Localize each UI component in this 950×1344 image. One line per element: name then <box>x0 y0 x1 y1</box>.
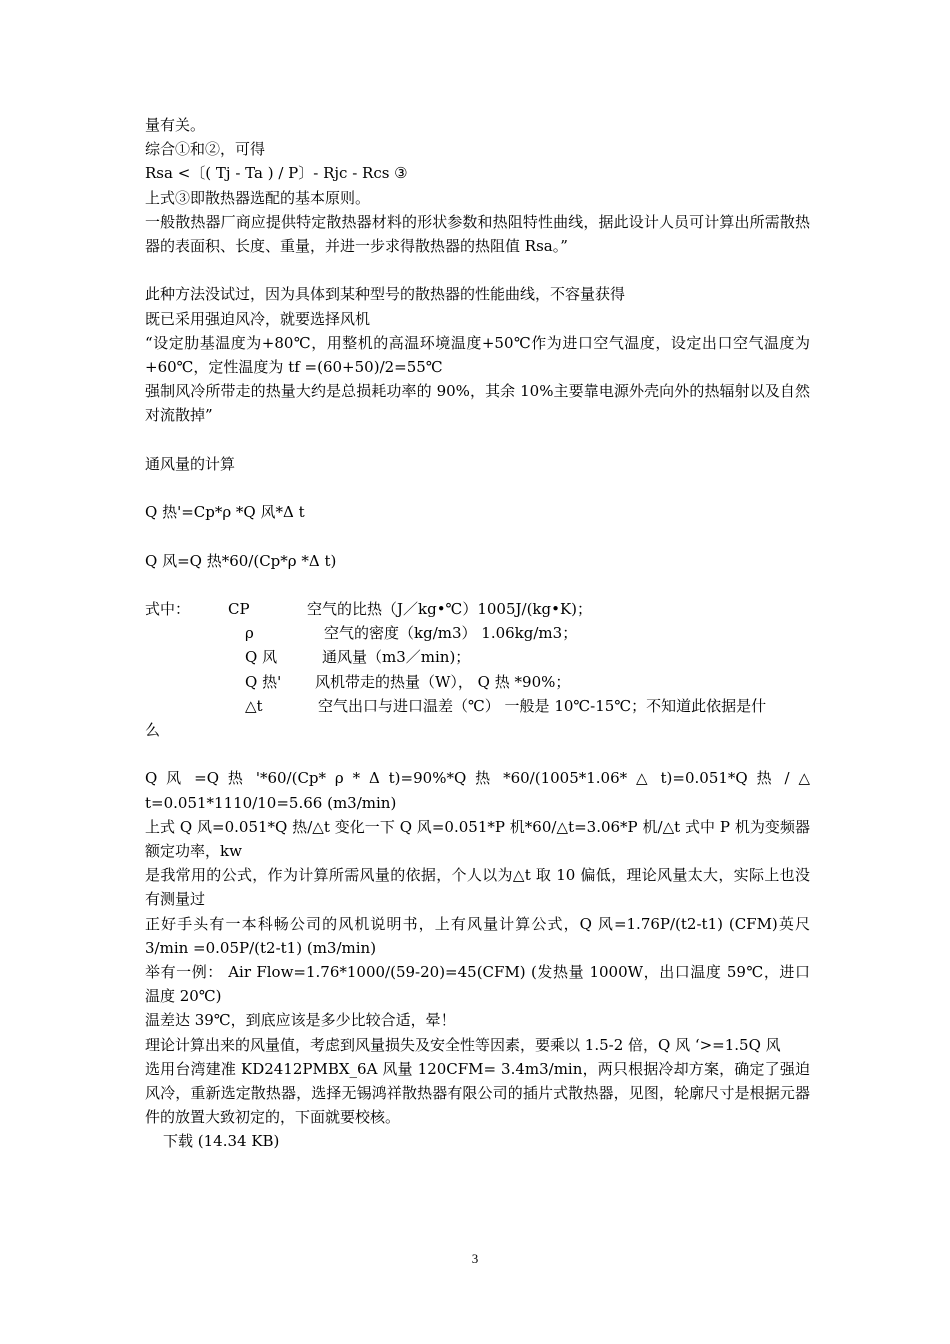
download-link[interactable]: 下载 (14.34 KB) <box>163 1132 280 1151</box>
definition-symbol: Q 热' <box>245 672 282 691</box>
spacer <box>145 476 810 500</box>
definition-symbol: Q 风 <box>245 648 278 667</box>
formula-q-heat: Q 热'=Cp*ρ *Q 风*Δ t <box>145 503 305 522</box>
formula-calculation: Q 风 =Q 热 '*60/(Cp* ρ * Δ t)=90%*Q 热 *60/(1005*1.06* △ t)=0.051*Q 热 / △ t=0.051*1110/10=5.66 (m3/min) <box>145 769 810 812</box>
definition-desc: 空气的密度（kg/m3） 1.06kg/m3； <box>324 624 578 643</box>
paragraph: 理论计算出来的风量值，考虑到风量损失及安全性等因素，要乘以 1.5-2 倍，Q 风 ‘>=1.5Q 风 <box>145 1035 781 1054</box>
definition-row <box>145 694 810 718</box>
spacer <box>145 742 810 766</box>
paragraph: 温差达 39℃，到底应该是多少比较合适，晕！ <box>145 1011 456 1030</box>
paragraph: 正好手头有一本科畅公司的风机说明书，上有风量计算公式，Q 风=1.76P/(t2-t1) (CFM)英尺 3/min =0.05P/(t2-t1) (m3/min) <box>145 914 810 957</box>
text-line: 上式③即散热器选配的基本原则。 <box>145 188 371 207</box>
spacer <box>145 573 810 597</box>
definition-label: 式中： <box>145 599 191 618</box>
definition-list <box>145 597 810 742</box>
definition-row <box>145 597 810 621</box>
definition-wrap: 么 <box>145 720 161 739</box>
definition-row <box>145 670 810 694</box>
text-line: 综合①和②，可得 <box>145 140 266 159</box>
definition-desc: 空气出口与进口温差（℃） 一般是 10℃-15℃；不知道此依据是什 <box>318 696 767 715</box>
paragraph: 上式 Q 风=0.051*Q 热/△t 变化一下 Q 风=0.051*P 机*60/△t=3.06*P 机/△t 式中 P 机为变频器额定功率，kw <box>145 817 810 860</box>
page-number: 3 <box>471 1251 479 1266</box>
definition-desc: 空气的比热（J／kg•℃）1005J/(kg•K)； <box>307 599 593 618</box>
paragraph: 是我常用的公式，作为计算所需风量的依据，个人以为△t 取 10 偏低，理论风量太大，实际上也没有测量过 <box>145 866 810 909</box>
definition-symbol: △t <box>245 696 263 715</box>
spacer <box>145 524 810 548</box>
definition-row <box>145 621 810 645</box>
formula-rsa: Rsa <〔( Tj - Ta ) / P〕- Rjc - Rcs ③ <box>145 164 408 183</box>
definition-desc: 通风量（m3／min)； <box>322 648 471 667</box>
definition-desc: 风机带走的热量（W）， Q 热 *90%； <box>315 672 571 691</box>
definition-symbol: CP <box>228 599 250 618</box>
paragraph: 既已采用强迫风冷，就要选择风机 <box>145 309 371 328</box>
section-heading: 通风量的计算 <box>145 454 236 473</box>
definition-symbol: ρ <box>245 624 254 643</box>
formula-q-wind: Q 风=Q 热*60/(Cp*ρ *Δ t) <box>145 551 337 570</box>
paragraph: “设定肋基温度为+80℃，用整机的高温环境温度+50℃作为进口空气温度，设定出口空气温度为+60℃，定性温度为 tf =(60+50)/2=55℃ <box>145 333 810 377</box>
text-line: 量有关。 <box>145 116 206 134</box>
paragraph: 此种方法没试过，因为具体到某种型号的散热器的性能曲线，不容量获得 <box>145 285 626 304</box>
document-body <box>145 113 810 1154</box>
definition-row <box>145 645 810 669</box>
spacer <box>145 428 810 452</box>
paragraph: 一般散热器厂商应提供特定散热器材料的形状参数和热阻特性曲线，据此设计人员可计算出所需散热器的表面积、长度、重量，并进一步求得散热器的热阻值 Rsa。” <box>145 212 810 256</box>
paragraph: 举有一例： Air Flow=1.76*1000/(59-20)=45(CFM) (发热量 1000W，出口温度 59℃，进口温度 20℃) <box>145 962 810 1006</box>
paragraph: 强制风冷所带走的热量大约是总损耗功率的 90%，其余 10%主要靠电源外壳向外的热辐射以及自然对流散掉” <box>145 382 810 425</box>
spacer <box>145 258 810 282</box>
paragraph: 选用台湾建准 KD2412PMBX_6A 风量 120CFM= 3.4m3/min，两只根据冷却方案，确定了强迫风冷，重新选定散热器，选择无锡鸿祥散热器有限公司的插片式散热器，见图，轮廓尺寸是根据元器件的放置大致初定的，下面就要校核。 <box>145 1059 810 1127</box>
